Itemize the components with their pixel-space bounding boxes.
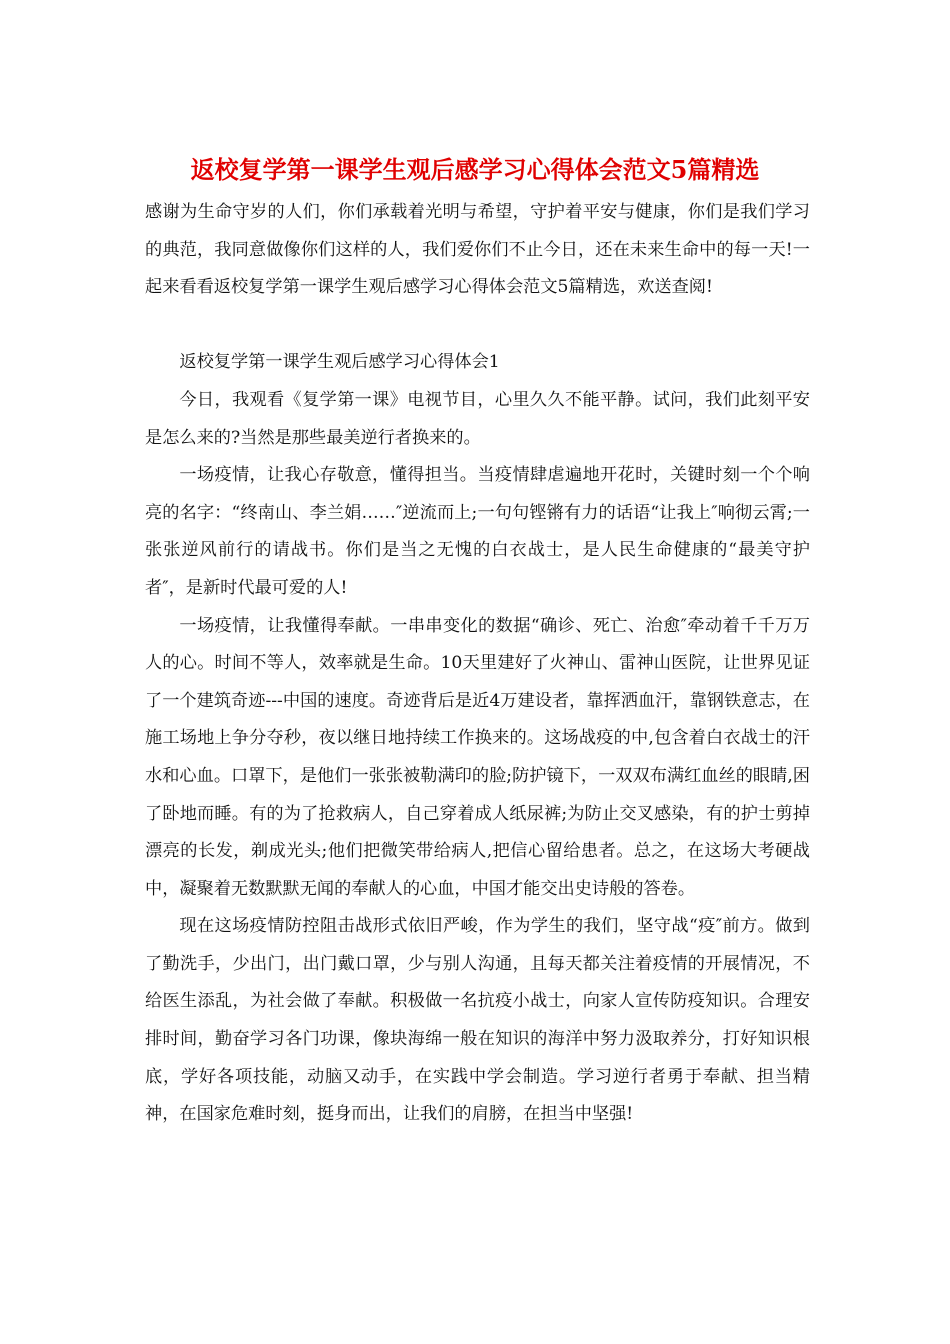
paragraph-gap <box>145 307 810 345</box>
intro-paragraph: 感谢为生命守岁的人们，你们承载着光明与希望，守护着平安与健康，你们是我们学习的典范，我同意做像你们这样的人，我们爱你们不止今日，还在未来生命中的每一天!一起来看看返校复学第一课学生观后感学习心得体会范文5篇精选，欢送查阅! <box>145 202 810 298</box>
section-heading: 返校复学第一课学生观后感学习心得体会1 <box>179 352 500 373</box>
document-title: 返校复学第一课学生观后感学习心得体会范文5篇精选 <box>190 155 760 184</box>
body-paragraph-1: 今日，我观看《复学第一课》电视节目，心里久久不能平静。试问，我们此刻平安是怎么来的?当然是那些最美逆行者换来的。 <box>145 389 810 448</box>
body-paragraph-2: 一场疫情，让我心存敬意，懂得担当。当疫情肆虐遍地开花时，关键时刻一个个响亮的名字：“终南山、李兰娟……″逆流而上;一句句铿锵有力的话语“让我上″响彻云霄;一张张逆风前行的请战书。你们是当之无愧的白衣战士，是人民生命健康的“最美守护者″，是新时代最可爱的人! <box>145 465 810 598</box>
body-paragraph-4: 现在这场疫情防控阻击战形式依旧严峻，作为学生的我们，坚守战“疫″前方。做到了勤洗手，少出门，出门戴口罩，少与别人沟通，且每天都关注着疫情的开展情况，不给医生添乱，为社会做了奉献。积极做一名抗疫小战士，向家人宣传防疫知识。合理安排时间，勤奋学习各门功课，像块海绵一般在知识的海洋中努力汲取养分，打好知识根底，学好各项技能，动脑又动手，在实践中学会制造。学习逆行者勇于奉献、担当精神，在国家危难时刻，挺身而出，让我们的肩膀，在担当中坚强! <box>145 916 810 1125</box>
document-body <box>145 194 810 1134</box>
body-paragraph-3: 一场疫情，让我懂得奉献。一串串变化的数据“确诊、死亡、治愈″牵动着千千万万人的心。时间不等人，效率就是生命。10天里建好了火神山、雷神山医院，让世界见证了一个建筑奇迹---中国的速度。奇迹背后是近4万建设者，靠挥洒血汗，靠钢铁意志，在施工场地上争分夺秒，夜以继日地持续工作换来的。这场战疫的中,包含着白衣战士的汗水和心血。口罩下，是他们一张张被勒满印的脸;防护镜下，一双双布满红血丝的眼睛,困了卧地而睡。有的为了抢救病人，自己穿着成人纸尿裤;为防止交叉感染，有的护士剪掉漂亮的长发，剃成光头;他们把微笑带给病人,把信心留给患者。总之，在这场大考硬战中，凝聚着无数默默无闻的奉献人的心血，中国才能交出史诗般的答卷。 <box>145 615 810 899</box>
